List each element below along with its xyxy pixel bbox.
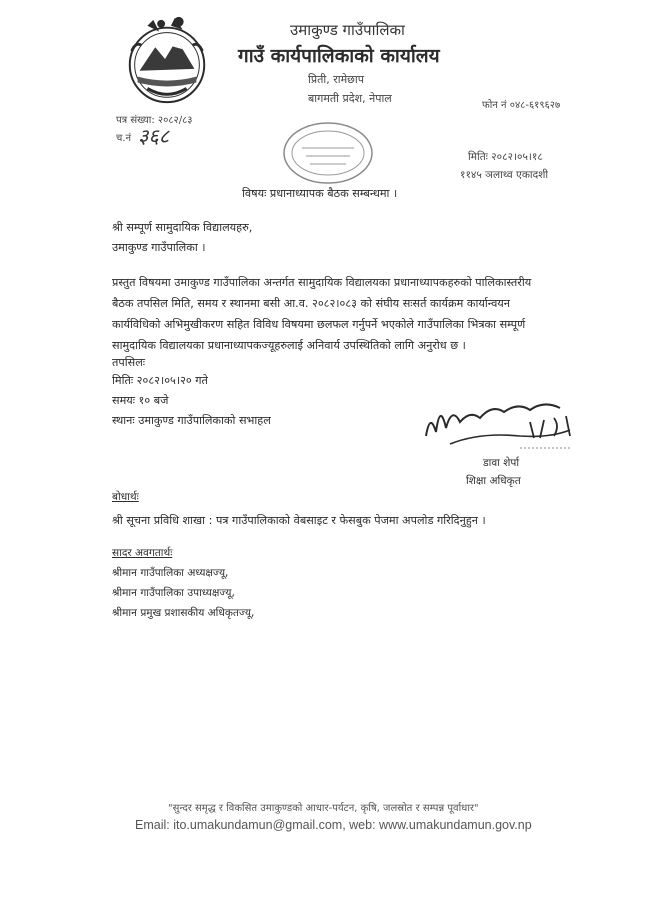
body-line-1: प्रस्तुत विषयमा उमाकुण्ड गाउँपालिका अन्तर्गत सामुदायिक विद्यालयका प्रधानाध्यापकहरुको पालिकास्तरीय — [112, 276, 532, 289]
nepal-emblem-logo — [118, 12, 216, 110]
letter-date: मितिः २०८२।०५।१८ — [468, 151, 543, 163]
office-stamp — [278, 118, 378, 188]
handwritten-signature — [420, 392, 590, 452]
address-line1: प्रिती, रामेछाप — [308, 73, 364, 86]
addressee-line1: श्री सम्पूर्ण सामुदायिक विद्यालयहरु, — [112, 221, 253, 234]
subject-line: विषयः प्रधानाध्यापक बैठक सम्बन्धमा । — [242, 187, 398, 200]
addressee-line2: उमाकुण्ड गाउँपालिका । — [112, 241, 206, 254]
tapasil-heading: तपसिलः — [112, 356, 146, 369]
signatory-name: डावा शेर्पा — [483, 457, 520, 469]
address-line2: बागमती प्रदेश, नेपाल — [308, 92, 392, 105]
tapasil-venue: स्थानः उमाकुण्ड गाउँपालिकाको सभाहल — [112, 414, 271, 427]
office-name: गाउँ कार्यपालिकाको कार्यालय — [238, 45, 440, 67]
body-line-3: कार्यविधिको अभिमुखीकरण सहित विविध विषयमा छलफल गर्नुपर्ने भएकोले गाउँपालिका भित्रका सम्पूर्ण — [112, 318, 526, 331]
bodhartha-line: श्री सूचना प्रविधि शाखा : पत्र गाउँपालिकाको वेबसाइट र फेसबुक पेजमा अपलोड गरिदिनुहुन । — [112, 514, 486, 527]
chalani-label: च.नं — [116, 133, 132, 144]
sadar-line-2: श्रीमान गाउँपालिका उपाध्यक्षज्यू, — [112, 587, 235, 599]
sadar-line-1: श्रीमान गाउँपालिका अध्यक्षज्यू, — [112, 567, 229, 579]
sadar-line-3: श्रीमान प्रमुख प्रशासकीय अधिकृतज्यू, — [112, 607, 255, 619]
patra-sankhya: पत्र संख्या: २०८२/८३ — [116, 115, 193, 126]
footer-contact: Email: ito.umakundamun@gmail.com, web: www.umakundamun.gov.np — [135, 818, 532, 832]
phone-number: फोन नं ०४८-६१९६२७ — [482, 100, 561, 111]
body-line-2: बैठक तपसिल मिति, समय र स्थानमा बसी आ.व. २०८२।०८३ को संघीय सःसर्त कार्यक्रम कार्यान्वयन — [112, 297, 510, 310]
footer-slogan: "सुन्दर समृद्ध र विकसित उमाकुण्डको आधार-पर्यटन, कृषि, जलस्रोत र सम्पन्न पूर्वाधार" — [168, 803, 479, 814]
chalani-number: ३६८ — [138, 124, 170, 148]
sadar-heading: सादर अवगतार्थः — [112, 547, 173, 559]
municipality-name: उमाकुण्ड गाउँपालिका — [290, 21, 405, 39]
nepal-sambat-date: ११४५ ञलाथ्व एकादशी — [460, 169, 549, 181]
body-line-4: सामुदायिक विद्यालयका प्रधानाध्यापकज्यूहरुलाई अनिवार्य उपस्थितिको लागि अनुरोध छ । — [112, 339, 466, 352]
bodhartha-heading: बोधार्थः — [112, 491, 139, 503]
tapasil-time: समयः १० बजे — [112, 394, 169, 407]
tapasil-date: मितिः २०८२।०५।२० गते — [112, 374, 208, 387]
signatory-designation: शिक्षा अधिकृत — [466, 475, 521, 487]
